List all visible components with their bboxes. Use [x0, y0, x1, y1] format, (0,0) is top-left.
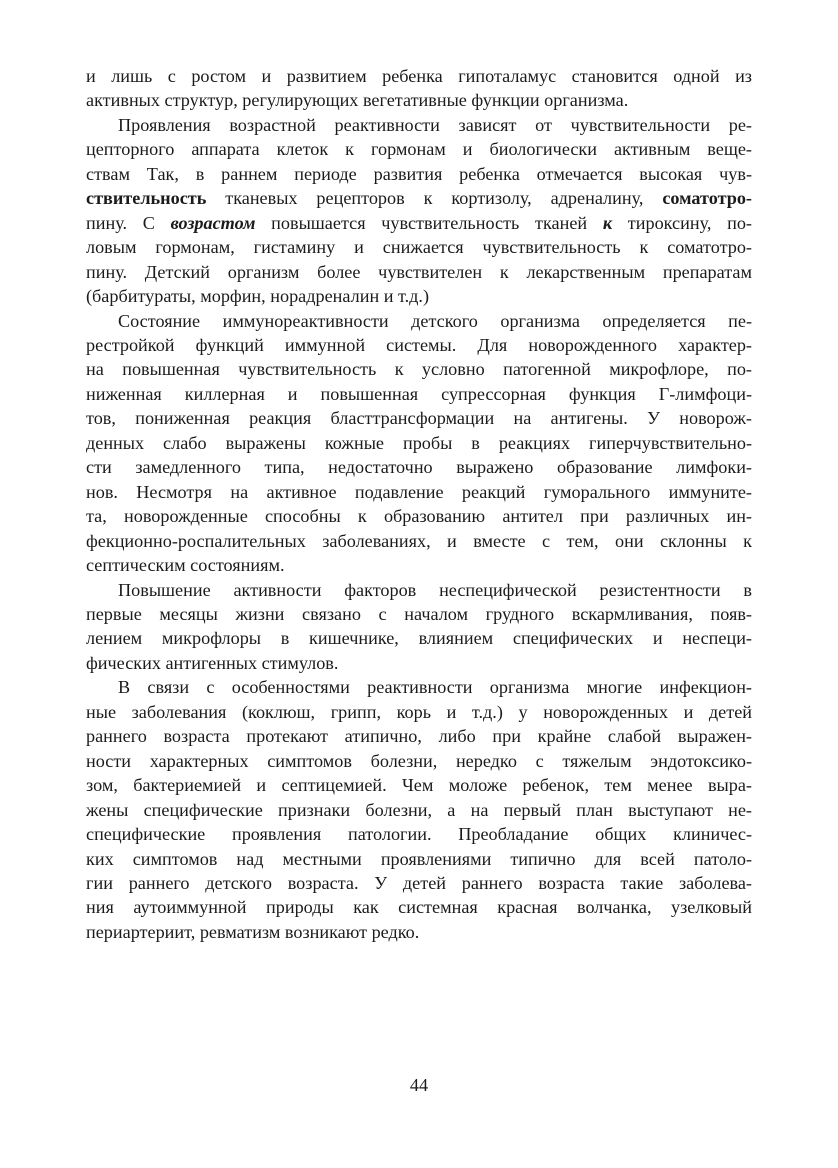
paragraph-first-line: Состояние иммунореактивности детского организма определяется пе-: [118, 310, 752, 331]
text-line: специфические проявления патологии. Преобладание общих клиничес-: [86, 824, 752, 845]
text-line: [86, 186, 752, 210]
bold-italic-term: возрастом: [170, 212, 256, 233]
paragraph-first-line: В связи с особенностями реактивности организма многие инфекцион-: [118, 677, 752, 698]
text-line: активных структур, регулирующих вегетативные функции организма.: [86, 90, 629, 111]
text-line: ности характерных симптомов болезни, нередко с тяжелым эндотоксико-: [86, 750, 752, 771]
text-line: нов. Несмотря на активное подавление реакций гуморального иммуните-: [86, 481, 752, 502]
text-line: и лишь с ростом и развитием ребенка гипоталамус становится одной из: [86, 66, 752, 86]
bold-italic-term: к: [602, 212, 613, 233]
text-line: (барбитураты, морфин, норадреналин и т.д.): [86, 286, 429, 307]
text-line: тов, пониженная реакция бласттрансформации на антигены. У новорож-: [86, 408, 752, 429]
text-line: сти замедленного типа, недостаточно выражено образование лимфоки-: [86, 457, 752, 478]
bold-term: ствительность: [86, 188, 207, 209]
text-fragment: повышается чувствительность тканей: [255, 212, 603, 233]
text-line: пину. Детский организм более чувствителен к лекарственным препаратам: [86, 261, 752, 282]
text-line: ствам Так, в раннем периоде развития ребенка отмечается высокая чув-: [86, 163, 752, 184]
text-line: ких симптомов над местными проявлениями типично для всей патоло-: [86, 848, 752, 869]
text-fragment: тироксину, по-: [612, 212, 752, 233]
text-line: гии раннего детского возраста. У детей раннего возраста такие заболева-: [86, 872, 752, 893]
text-line: первые месяцы жизни связано с началом грудного вскармливания, появ-: [86, 603, 752, 624]
text-line: фекционно-роспалительных заболеваниях, и вместе с тем, они склонны к: [86, 530, 752, 551]
text-line: лением микрофлоры в кишечнике, влиянием специфических и неспеци-: [86, 628, 752, 649]
text-fragment: пину. С: [86, 212, 171, 233]
text-line: цепторного аппарата клеток к гормонам и биологически активным веще-: [86, 139, 752, 160]
body-text: [86, 64, 752, 944]
text-fragment: тканевых рецепторов к кортизолу, адреналину,: [206, 188, 663, 209]
text-line: рестройкой функций иммунной системы. Для новорожденного характер-: [86, 334, 752, 355]
page-number: 44: [409, 1075, 429, 1095]
text-line: фических антигенных стимулов.: [86, 652, 339, 673]
paragraph-first-line: Проявления возрастной реактивности зависят от чувствительности ре-: [118, 114, 752, 135]
text-line: ные заболевания (коклюш, грипп, корь и т.д.) у новорожденных и детей: [86, 701, 752, 722]
text-line: раннего возраста протекают атипично, либо при крайне слабой выражен-: [86, 726, 752, 747]
text-line: септическим состояниям.: [86, 555, 285, 576]
text-line: периартериит, ревматизм возникают редко.: [86, 921, 420, 942]
text-line: [86, 211, 752, 235]
text-line: зом, бактериемией и септицемией. Чем моложе ребенок, тем менее выра-: [86, 775, 752, 796]
text-line: на повышенная чувствительность к условно патогенной микрофлоре, по-: [86, 359, 752, 380]
paragraph-first-line: Повышение активности факторов неспецифической резистентности в: [118, 579, 752, 600]
text-line: денных слабо выражены кожные пробы в реакциях гиперчувствительно-: [86, 432, 752, 453]
bold-term: соматотро-: [662, 188, 752, 209]
text-line: ния аутоиммунной природы как системная красная волчанка, узелковый: [86, 897, 752, 918]
text-line: ниженная киллерная и повышенная супрессорная функция Г-лимфоци-: [86, 383, 752, 404]
text-line: жены специфические признаки болезни, а на первый план выступают не-: [86, 799, 752, 820]
text-line: ловым гормонам, гистамину и снижается чувствительность к соматотро-: [86, 237, 752, 258]
text-line: та, новорожденные способны к образованию антител при различных ин-: [86, 506, 752, 527]
